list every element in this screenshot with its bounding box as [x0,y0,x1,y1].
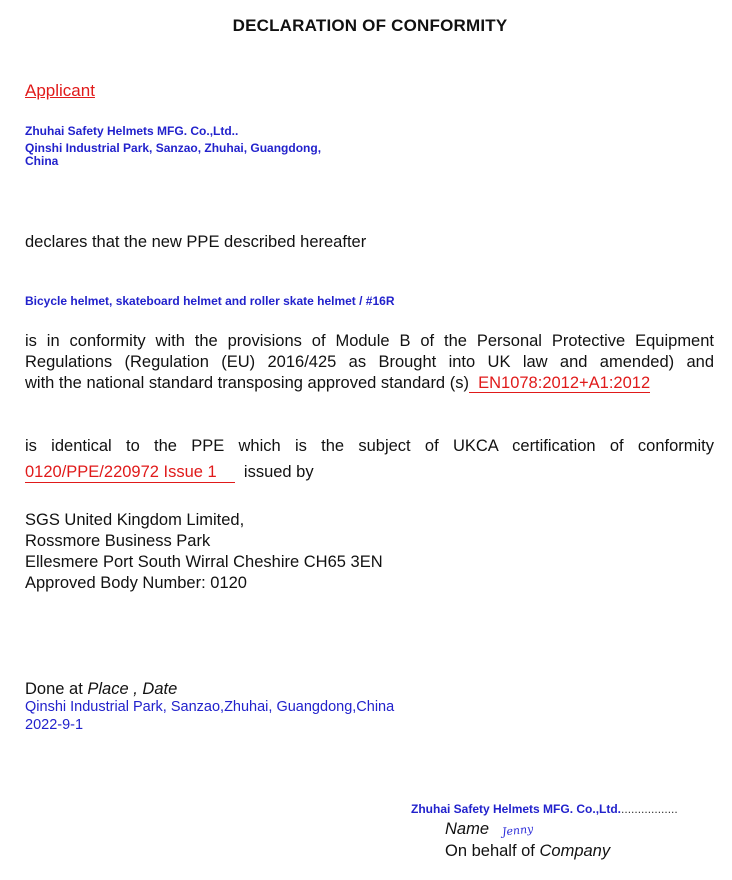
product-description: Bicycle helmet, skateboard helmet and roller skate helmet / #16R [25,294,395,308]
applicant-heading: Applicant [25,81,95,100]
done-at-prefix: Done at [25,680,88,698]
applicant-company: Zhuhai Safety Helmets MFG. Co.,Ltd.. [25,124,239,138]
notified-body-street: Rossmore Business Park [25,532,211,550]
notified-body-name: SGS United Kingdom Limited, [25,511,245,529]
place-date-label: Place , Date [87,680,178,698]
signature-jenny: Jenny [501,822,534,839]
name-line [445,819,533,841]
certificate-number: 0120/PPE/220972 Issue 1 [25,463,235,483]
conformity-line2: Regulations (Regulation (EU) 2016/425 as Brought into UK law and amended) and [25,353,714,371]
signature-company-line [411,802,678,816]
identical-line1: is identical to the PPE which is the subject of UKCA certification of conformity [25,437,714,455]
on-behalf-line [445,841,610,862]
certificate-line [25,462,314,483]
approved-standard: EN1078:2012+A1:2012 [468,374,651,392]
on-behalf-prefix: On behalf of [445,842,540,860]
conformity-line3 [25,373,650,394]
done-at-line [25,679,177,700]
signature-company: Zhuhai Safety Helmets MFG. Co.,Ltd. [411,802,622,816]
name-label: Name [445,820,490,838]
on-behalf-company: Company [539,842,611,860]
declares-text: declares that the new PPE described hereafter [25,233,367,251]
issued-by-text: issued by [243,463,314,481]
document-title: DECLARATION OF CONFORMITY [232,16,508,35]
applicant-address-line2: China [25,154,59,168]
conformity-line1: is in conformity with the provisions of Module B of the Personal Protective Equipment [25,332,714,350]
done-location: Qinshi Industrial Park, Sanzao,Zhuhai, Guangdong,China [25,699,395,715]
notified-body-city: Ellesmere Port South Wirral Cheshire CH65 3EN [25,553,383,571]
conformity-line3-prefix: with the national standard transposing approved standard (s) [25,374,469,392]
done-date: 2022-9-1 [25,717,84,733]
applicant-address-line1: Qinshi Industrial Park, Sanzao, Zhuhai, Guangdong, [25,141,322,155]
signature-dots: ................. [621,802,678,816]
notified-body-number: Approved Body Number: 0120 [25,574,247,592]
